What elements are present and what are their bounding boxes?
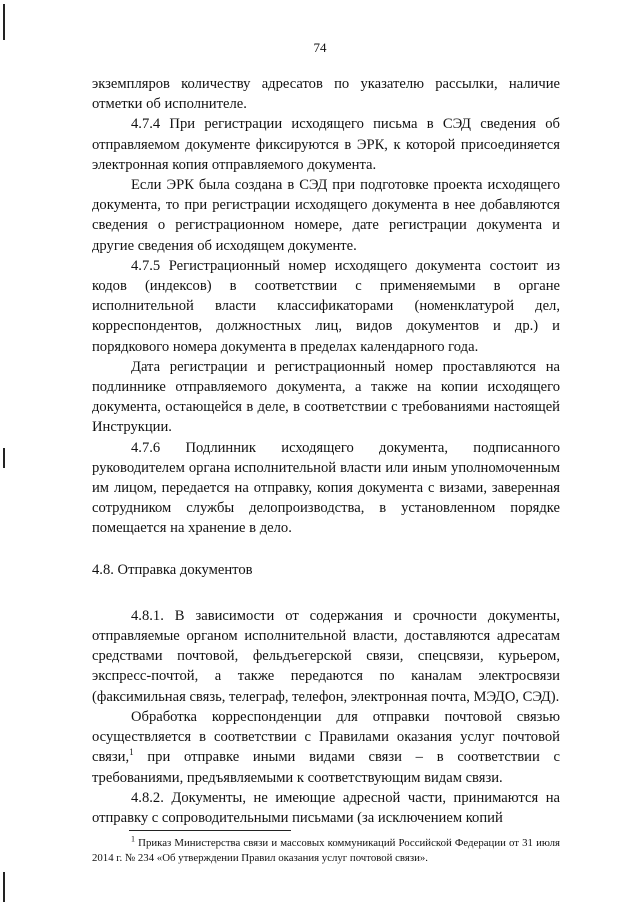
paragraph-4-7-4: 4.7.4 При регистрации исходящего письма в СЭД сведения об отправляемом документе фиксируются в ЭРК, к которой присоединяется электронная копия отправляемого документа. (92, 116, 560, 173)
paragraph-4-8-1: 4.8.1. В зависимости от содержания и срочности документы, отправляемые органом исполнительной власти, доставляются адресатам средствами почтовой, фельдъегерской связи, спецсвязи, курьером, экспресс-почтой, а также передаются по каналам электросвязи (факсимильная связь, телеграф, телефон, электронная почта, МЭДО, СЭД). (92, 607, 560, 705)
left-margin-mark (3, 872, 5, 902)
section-heading: 4.8. Отправка документов (92, 561, 253, 578)
body-text (92, 74, 560, 828)
paragraph-erk-created: Если ЭРК была создана в СЭД при подготовке проекта исходящего документа, то при регистрации исходящего документа в нее добавляются сведения о регистрационном номере, дате регистрации документа и другие сведения об исходящем документе. (92, 177, 560, 254)
paragraph-4-8-2: 4.8.2. Документы, не имеющие адресной части, принимаются на отправку с сопроводительными письмами (за исключением копий (92, 789, 560, 826)
footnote-number: 1 (131, 834, 135, 844)
paragraph-4-7-5: 4.7.5 Регистрационный номер исходящего документа состоит из кодов (индексов) в соответствии с применяемыми в органе исполнительной власти классификаторами (номенклатурой дел, корреспондентов, должностных лиц, видов документов и др.) и порядкового номера документа в пределах календарного года. (92, 257, 560, 355)
page-number: 74 (313, 40, 327, 55)
left-margin-mark (3, 448, 5, 468)
footnote (92, 836, 560, 865)
paragraph-continuation: экземпляров количеству адресатов по указателю рассылки, наличие отметки об исполнителе. (92, 76, 560, 113)
footnote-separator (129, 830, 291, 831)
paragraph-4-7-6: 4.7.6 Подлинник исходящего документа, подписанного руководителем органа исполнительной власти или иным уполномоченным им лицом, передается на отправку, копия документа с визами, заверенная сотрудником службы делопроизводства, в установленном порядке помещается на хранение в дело. (92, 439, 560, 537)
left-margin-mark (3, 4, 5, 40)
postal-text-after: при отправке иными видами связи – в соответствии с требованиями, предъявляемыми к соответствующим видам связи. (92, 749, 560, 786)
paragraph-postal-processing (92, 707, 560, 788)
paragraph-registration-date: Дата регистрации и регистрационный номер проставляются на подлиннике отправляемого документа, а также на копии исходящего документа, остающейся в деле, в соответствии с требованиями настоящей Инструкции. (92, 358, 560, 436)
footnote-text: Приказ Министерства связи и массовых коммуникаций Российской Федерации от 31 июля 2014 г. № 234 «Об утверждении Правил оказания услуг почтовой связи». (92, 837, 560, 864)
postal-text-before: Обработка корреспонденции для отправки почтовой связью осуществляется в соответствии с Правилами оказания услуг почтовой связи, (92, 708, 560, 766)
footnote-reference[interactable]: 1 (129, 747, 134, 758)
